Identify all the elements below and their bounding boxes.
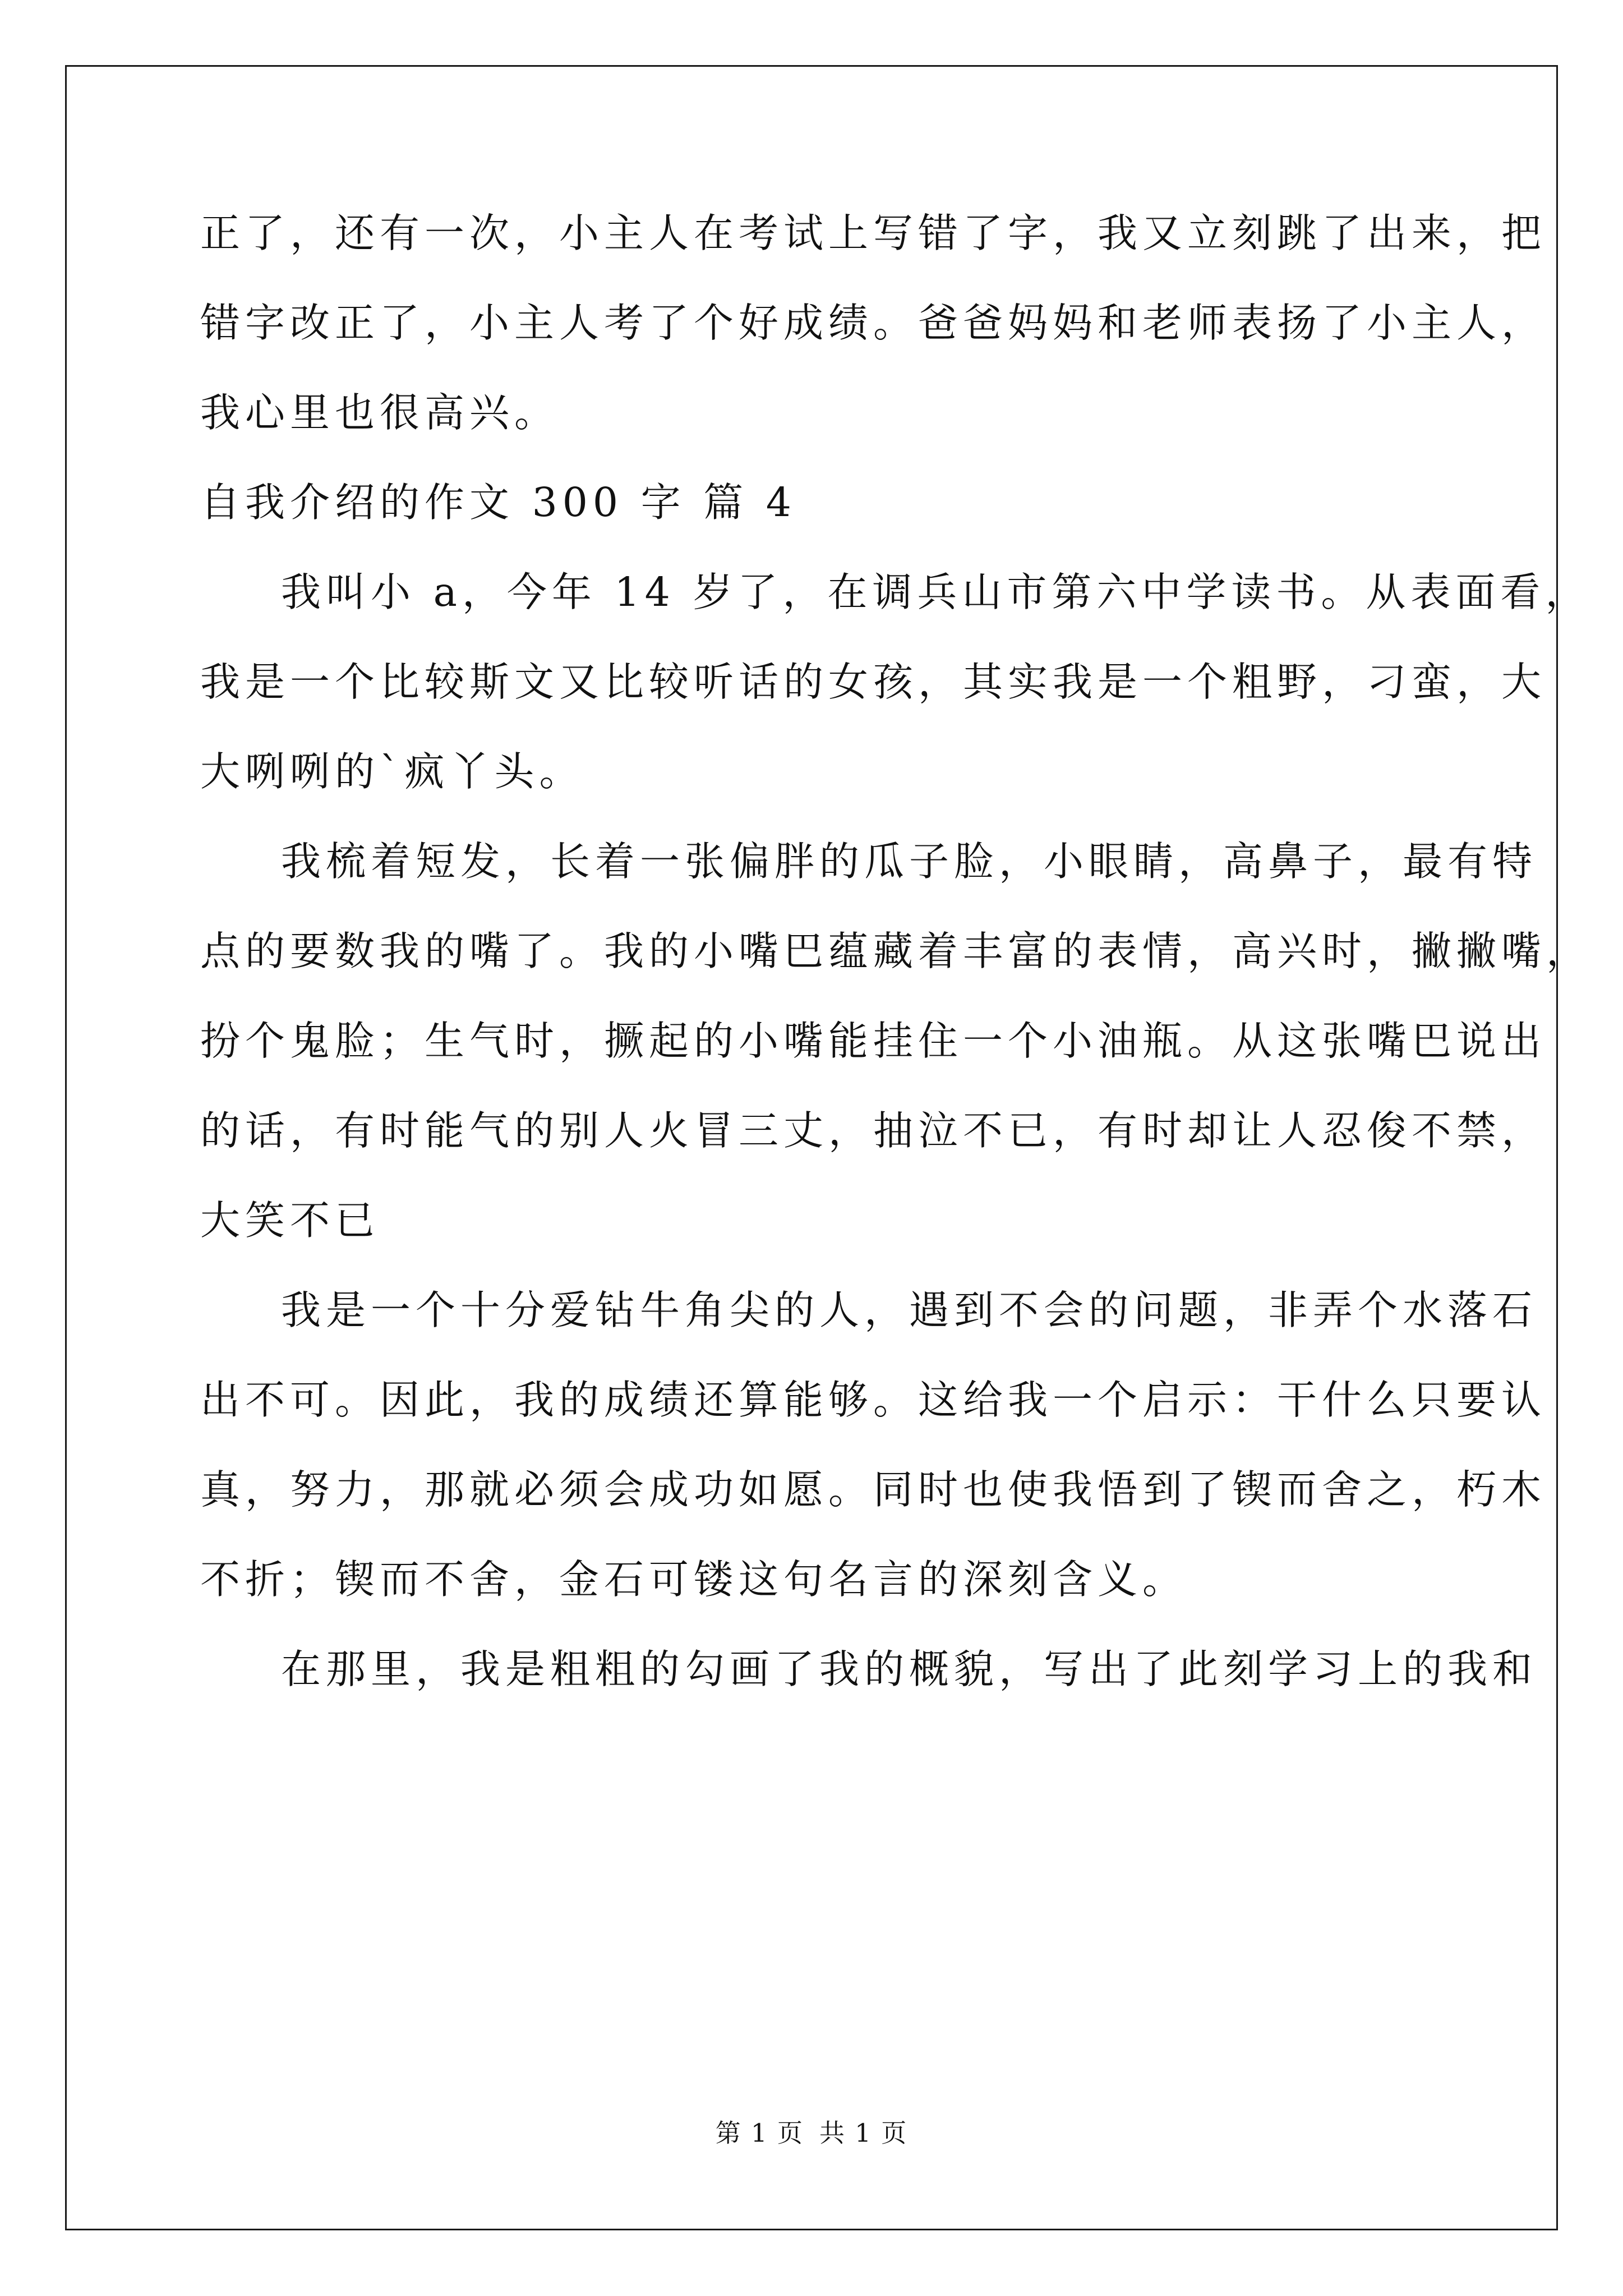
text-line-14: 出不可。因此，我的成绩还算能够。这给我一个启示：干什么只要认 <box>200 1377 1547 1423</box>
text-line-1: 正了，还有一次，小主人在考试上写错了字，我又立刻跳了出来，把 <box>200 210 1547 256</box>
page-number: 第 1 页 <box>715 2118 804 2148</box>
text-line-12: 大笑不已 <box>200 1197 380 1244</box>
text-line-10: 扮个鬼脸；生气时，撅起的小嘴能挂住一个小油瓶。从这张嘴巴说出 <box>200 1018 1547 1064</box>
text-line-11: 的话，有时能气的别人火冒三丈，抽泣不已，有时却让人忍俊不禁， <box>200 1107 1547 1154</box>
text-line-2: 错字改正了，小主人考了个好成绩。爸爸妈妈和老师表扬了小主人， <box>200 300 1547 346</box>
text-line-5: 我叫小 a，今年 14 岁了，在调兵山市第六中学读书。从表面看， <box>281 569 1590 615</box>
text-line-8: 我梳着短发，长着一张偏胖的瓜子脸，小眼睛，高鼻子，最有特 <box>281 838 1538 885</box>
text-line-3: 我心里也很高兴。 <box>200 389 560 436</box>
text-line-16: 不折；锲而不舍，金石可镂这句名言的深刻含义。 <box>200 1556 1188 1603</box>
page-footer <box>0 2120 1623 2146</box>
text-line-13: 我是一个十分爱钻牛角尖的人，遇到不会的问题，非弄个水落石 <box>281 1287 1538 1333</box>
page-total: 共 1 页 <box>819 2118 908 2148</box>
text-line-17: 在那里，我是粗粗的勾画了我的概貌，写出了此刻学习上的我和 <box>281 1646 1538 1692</box>
text-line-6: 我是一个比较斯文又比较听话的女孩，其实我是一个粗野，刁蛮，大 <box>200 659 1547 705</box>
section-heading: 自我介绍的作文 300 字 篇 4 <box>200 479 796 526</box>
text-line-9: 点的要数我的嘴了。我的小嘴巴蕴藏着丰富的表情，高兴时，撇撇嘴， <box>200 928 1592 974</box>
text-line-15: 真，努力，那就必须会成功如愿。同时也使我悟到了锲而舍之，朽木 <box>200 1466 1547 1513</box>
text-line-7: 大咧咧的`疯丫头。 <box>200 748 584 795</box>
